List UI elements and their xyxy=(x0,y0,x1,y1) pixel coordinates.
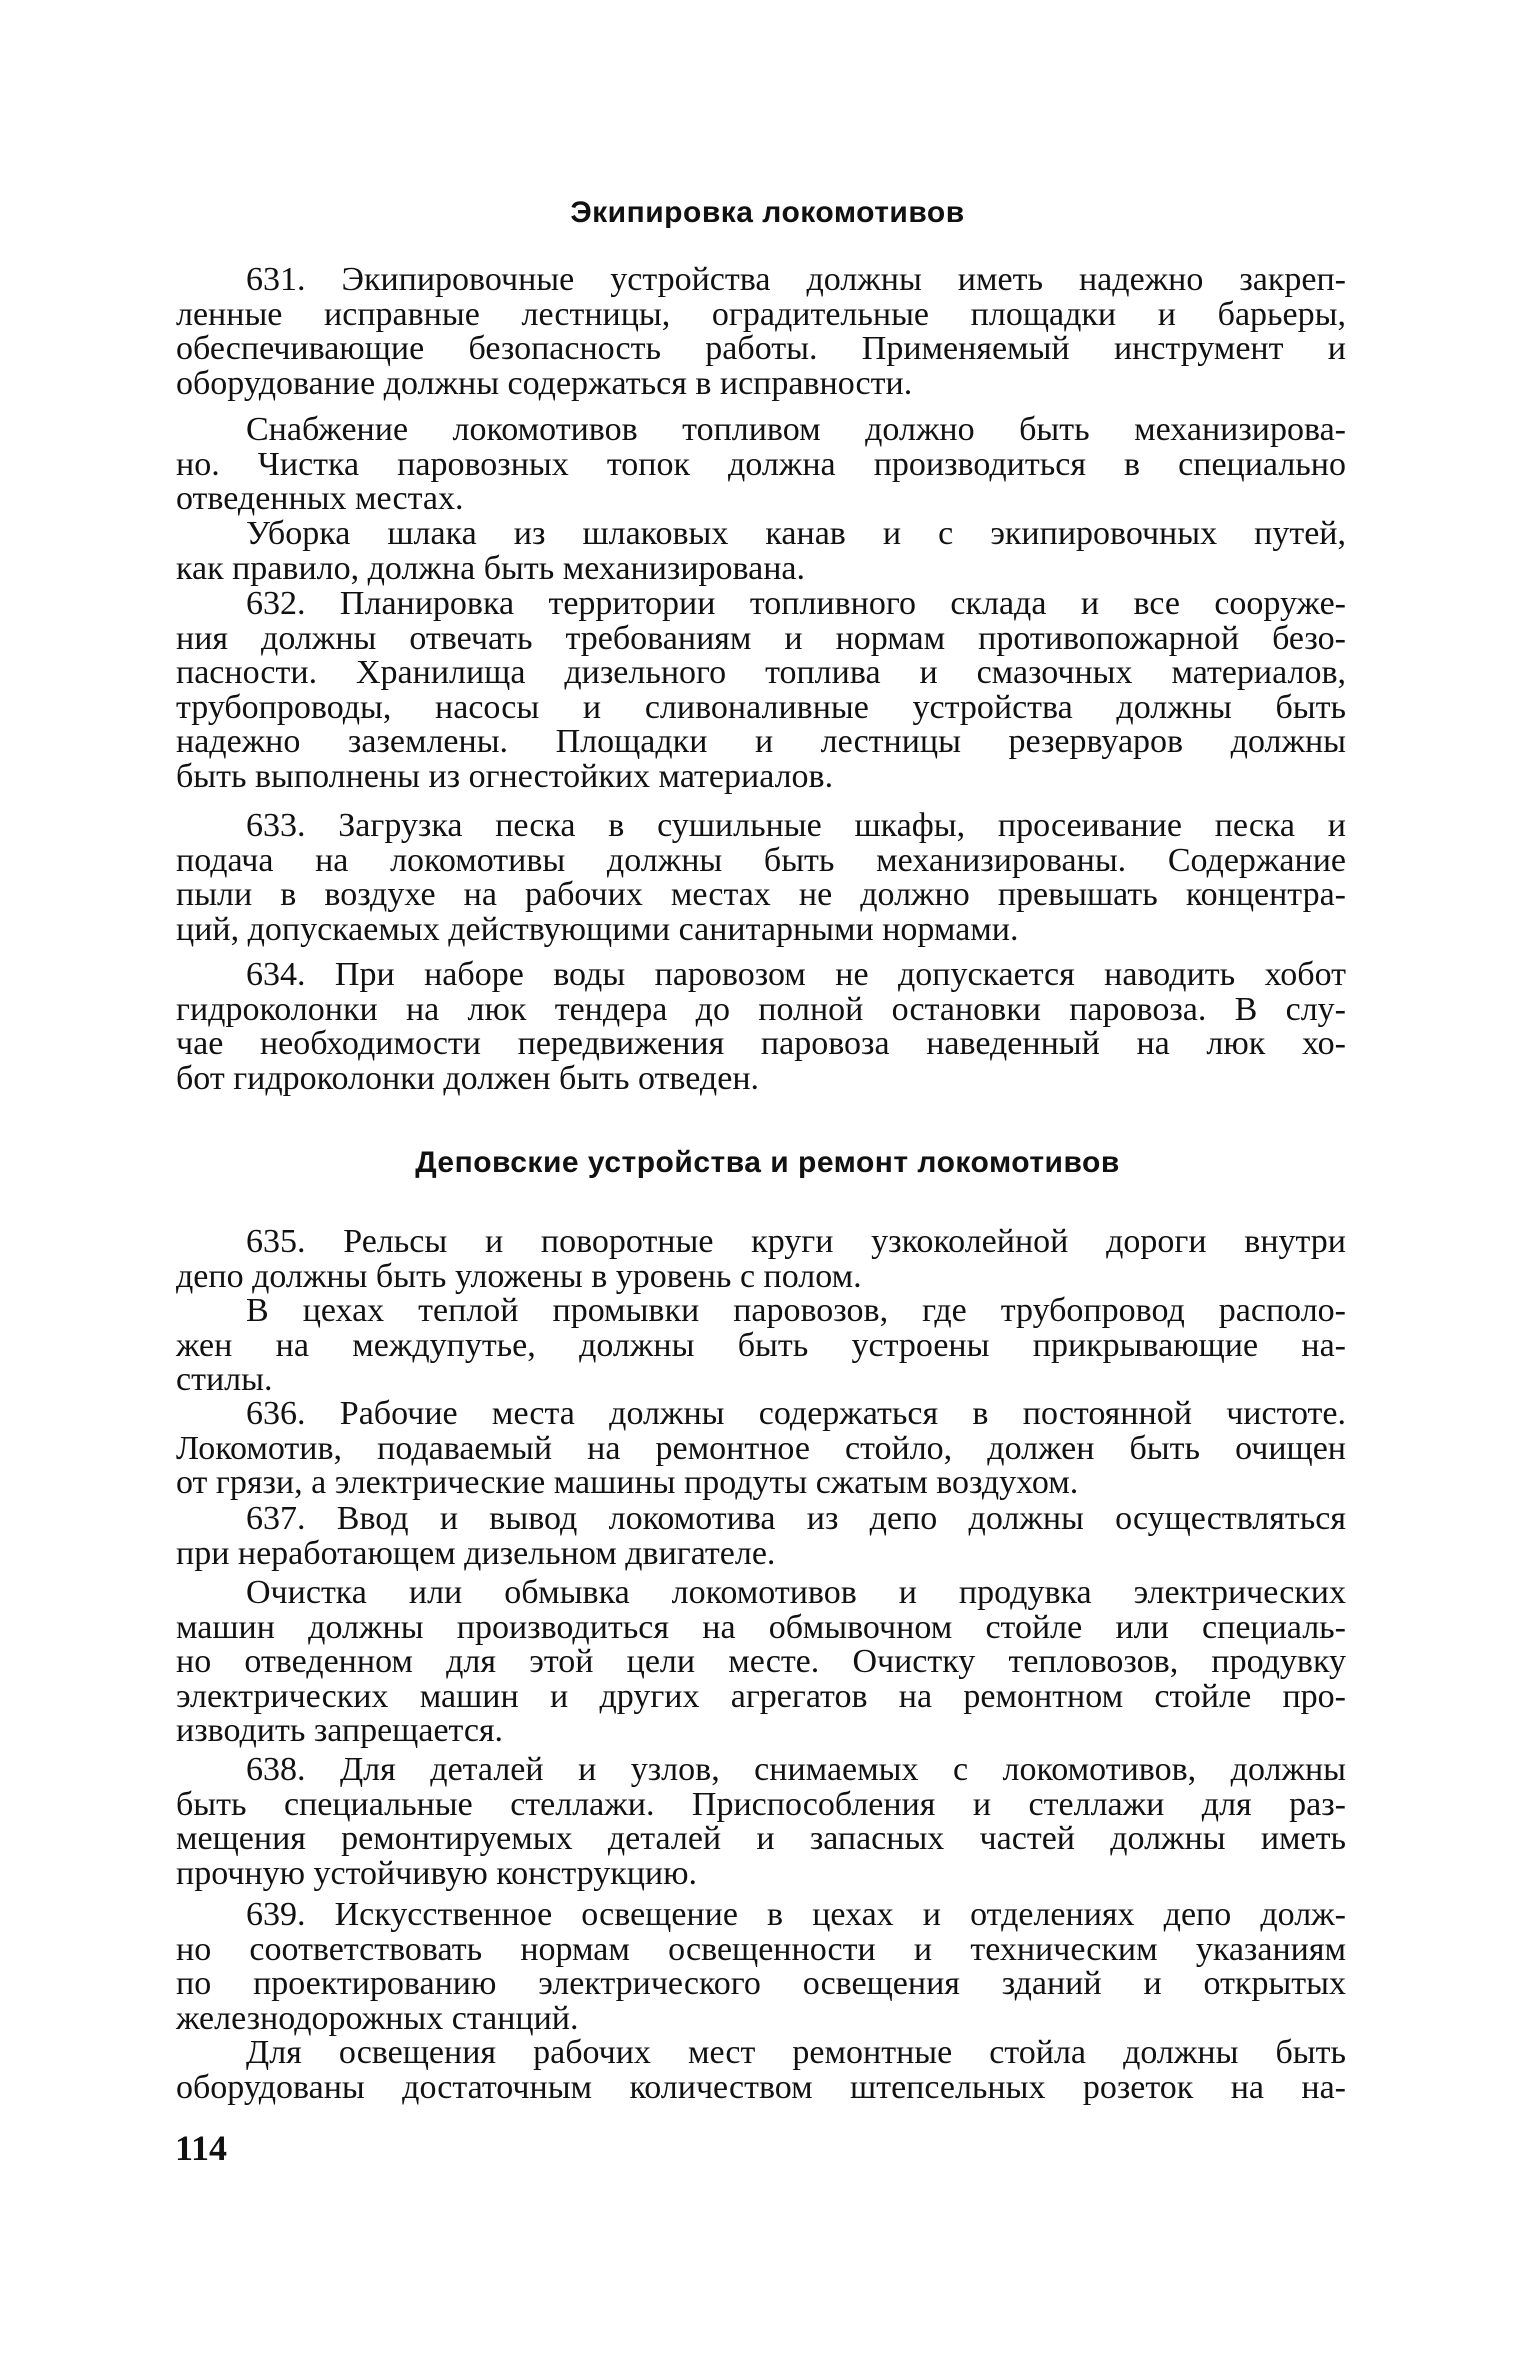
paragraph xyxy=(176,809,1346,947)
text-line: быть выполнены из огнестойких материалов. xyxy=(176,757,834,795)
paragraph xyxy=(176,263,1346,401)
text-line: ния должны отвечать требованиям и нормам противопожарной безо- xyxy=(176,619,1346,657)
text-line: 635. Рельсы и поворотные круги узкоколейной дороги внутри xyxy=(246,1223,1346,1260)
text-line: ленные исправные лестницы, оградительные площадки и барьеры, xyxy=(176,295,1346,333)
text-line: Локомотив, подаваемый на ремонтное стойло, должен быть очищен xyxy=(176,1429,1346,1467)
text-line: чае необходимости передвижения паровоза наведенный на люк хо- xyxy=(176,1025,1346,1062)
text-line: пасности. Хранилища дизельного топлива и смазочных материалов, xyxy=(176,654,1346,691)
paragraph xyxy=(176,1753,1346,1891)
text-line: изводить запрещается. xyxy=(176,1712,504,1749)
text-line: 639. Искусственное освещение в цехах и отделениях депо долж- xyxy=(246,1896,1346,1933)
text-line: при неработающем дизельном двигателе. xyxy=(176,1534,776,1572)
text-line: но отведенном для этой цели месте. Очистку тепловозов, продувку xyxy=(176,1643,1346,1680)
section-heading-equipment: Экипировка локомотивов xyxy=(570,196,965,229)
text-line: В цехах теплой промывки паровозов, где трубопровод располо- xyxy=(246,1292,1346,1329)
text-line: обеспечивающие безопасность работы. Применяемый инструмент и xyxy=(176,330,1346,367)
page-number: 114 xyxy=(175,2128,228,2168)
paragraph xyxy=(176,1898,1346,2036)
text-line: машин должны производиться на обмывочном стойле или специаль- xyxy=(176,1608,1346,1646)
text-line: Очистка или обмывка локомотивов и продувка электрических xyxy=(246,1574,1346,1611)
text-line: Для освещения рабочих мест ремонтные стойла должны быть xyxy=(246,2034,1346,2071)
text-line: бот гидроколонки должен быть отведен. xyxy=(176,1059,760,1097)
text-line: прочную устойчивую конструкцию. xyxy=(176,1854,698,1892)
text-line: жен на междупутье, должны быть устроены прикрывающие на- xyxy=(176,1326,1346,1364)
text-line: Снабжение локомотивов топливом должно быть механизирова- xyxy=(246,411,1346,448)
section-heading-depot: Деповские устройства и ремонт локомотивов xyxy=(415,1146,1120,1179)
text-line: Уборка шлака из шлаковых канав и с экипировочных путей, xyxy=(246,515,1346,552)
text-line: ций, допускаемых действующими санитарными нормами. xyxy=(176,910,1019,948)
text-line: по проектированию электрического освещения зданий и открытых xyxy=(176,1965,1346,2002)
text-line: 638. Для деталей и узлов, снимаемых с локомотивов, должны xyxy=(246,1751,1346,1788)
text-line: оборудованы достаточным количеством штепсельных розеток на на- xyxy=(176,2068,1346,2106)
paragraph xyxy=(176,1502,1346,1571)
text-line: железнодорожных станций. xyxy=(176,1999,579,2037)
text-line: 636. Рабочие места должны содержаться в постоянной чистоте. xyxy=(246,1395,1346,1432)
text-line: быть специальные стеллажи. Приспособления и стеллажи для раз- xyxy=(176,1785,1346,1823)
text-line: 632. Планировка территории топливного склада и все сооруже- xyxy=(246,585,1346,622)
text-line: как правило, должна быть механизирована. xyxy=(176,549,806,587)
text-line: 631. Экипировочные устройства должны иметь надежно закреп- xyxy=(246,261,1346,298)
text-line: от грязи, а электрические машины продуты сжатым воздухом. xyxy=(176,1464,1079,1501)
text-line: оборудование должны содержаться в исправности. xyxy=(176,364,913,402)
text-line: мещения ремонтируемых деталей и запасных частей должны иметь xyxy=(176,1820,1346,1857)
paragraph xyxy=(176,517,1346,586)
paragraph xyxy=(176,2036,1346,2105)
text-line: стилы. xyxy=(176,1361,273,1398)
paragraph xyxy=(176,1225,1346,1294)
paragraph xyxy=(176,958,1346,1096)
text-line: надежно заземлены. Площадки и лестницы резервуаров должны xyxy=(176,723,1346,760)
text-line: депо должны быть уложены в уровень с полом. xyxy=(176,1257,862,1295)
text-line: 633. Загрузка песка в сушильные шкафы, просеивание песка и xyxy=(246,807,1346,844)
text-line: 637. Ввод и вывод локомотива из депо должны осуществляться xyxy=(246,1500,1346,1537)
text-line: 634. При наборе воды паровозом не допускается наводить хобот xyxy=(246,956,1346,993)
paragraph xyxy=(176,1397,1346,1501)
paragraph xyxy=(176,1576,1346,1749)
text-line: подача на локомотивы должны быть механизированы. Содержание xyxy=(176,841,1346,879)
text-line: электрических машин и других агрегатов на ремонтном стойле про- xyxy=(176,1677,1346,1715)
text-line: но. Чистка паровозных топок должна производиться в специально xyxy=(176,445,1346,483)
text-line: трубопроводы, насосы и сливоналивные устройства должны быть xyxy=(176,688,1346,726)
paragraph xyxy=(176,587,1346,794)
paragraph xyxy=(176,413,1346,517)
text-line: отведенных местах. xyxy=(176,480,464,517)
paragraph xyxy=(176,1294,1346,1398)
text-line: но соответствовать нормам освещенности и техническим указаниям xyxy=(176,1930,1346,1968)
text-line: гидроколонки на люк тендера до полной остановки паровоза. В слу- xyxy=(176,990,1346,1028)
text-line: пыли в воздухе на рабочих местах не должно превышать концентра- xyxy=(176,876,1346,913)
